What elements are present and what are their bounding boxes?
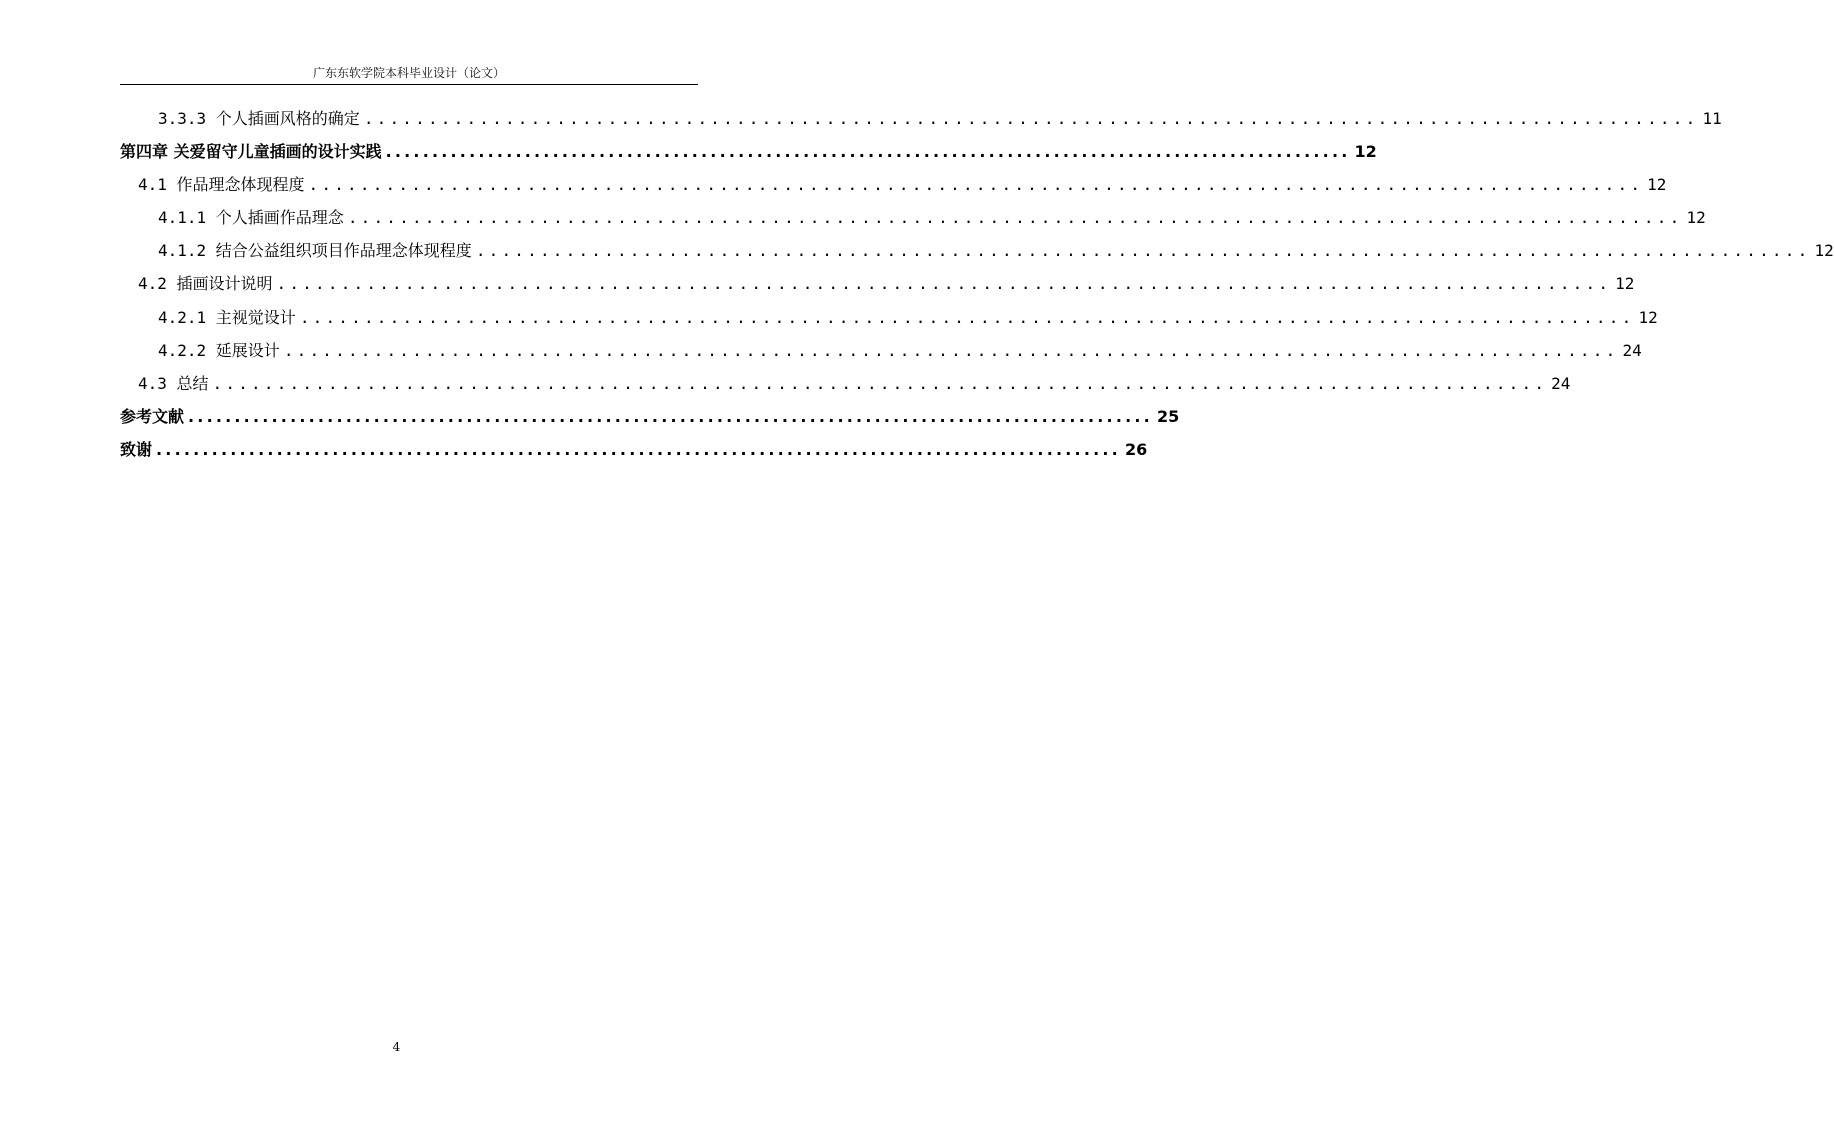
toc-entry-4-3[interactable] [0,366,1571,399]
toc-entry-page: 24 [1622,341,1642,360]
toc-leader-dots: ........................................................................................................ [347,208,1683,227]
toc-entry-4-1-2[interactable] [0,233,1834,266]
toc-entry-title: 4.1 作品理念体现程度 [138,175,305,194]
toc-leader-dots: ........................................................................................................ [363,109,1699,128]
toc-entry-page: 26 [1124,440,1148,459]
toc-entry-references[interactable] [0,399,1180,432]
toc-entry-title: 参考文献 [120,407,185,426]
toc-leader-dots: ........................................................................................................ [308,175,1644,194]
toc-entry-3-3-3[interactable] [0,101,1722,134]
toc-entry-acknowledgements[interactable] [0,432,1148,465]
toc-entry-4-1-1[interactable] [0,200,1706,233]
toc-entry-title: 致谢 [120,440,153,459]
page-number: 4 [392,1040,401,1054]
toc-entry-title: 4.2.2 延展设计 [158,341,280,360]
toc-entry-page: 12 [1686,208,1706,227]
toc-leader-dots: ........................................................................................................ [156,440,1121,459]
toc-entry-page: 12 [1638,308,1658,327]
toc-entry-chapter-4[interactable] [0,134,1377,167]
toc-leader-dots: ........................................................................................................ [276,274,1612,293]
toc-entry-title: 4.2.1 主视觉设计 [158,308,296,327]
toc-entry-page: 11 [1702,109,1722,128]
toc-entry-page: 12 [1814,241,1834,260]
toc-leader-dots: ........................................................................................................ [283,341,1619,360]
toc-entry-4-2[interactable] [0,266,1635,299]
toc-leader-dots: ........................................................................................................ [212,374,1548,393]
toc-entry-title: 4.2 插画设计说明 [138,274,273,293]
toc-entry-title: 3.3.3 个人插画风格的确定 [158,109,360,128]
toc-leader-dots: ........................................................................................................ [299,308,1635,327]
toc-leader-dots: ........................................................................................................ [475,241,1811,260]
toc-entry-page: 12 [1647,175,1667,194]
toc-entry-title: 第四章 关爱留守儿童插画的设计实践 [120,142,382,161]
toc-entry-title: 4.1.1 个人插画作品理念 [158,208,344,227]
toc-entry-page: 12 [1615,274,1635,293]
toc-entry-4-2-2[interactable] [0,333,1642,366]
toc-entry-page: 24 [1551,374,1571,393]
toc-entry-4-1[interactable] [0,167,1667,200]
toc-entry-title: 4.1.2 结合公益组织项目作品理念体现程度 [158,241,472,260]
running-header: 广东东软学院本科毕业设计（论文） [312,66,505,80]
toc-leader-dots: ........................................................................................................ [385,142,1351,161]
toc-entry-title: 4.3 总结 [138,374,209,393]
toc-entry-page: 12 [1354,142,1377,161]
header-rule [120,84,698,85]
toc-entry-4-2-1[interactable] [0,300,1658,333]
toc-leader-dots: ........................................................................................................ [188,407,1153,426]
toc-entry-page: 25 [1156,407,1180,426]
